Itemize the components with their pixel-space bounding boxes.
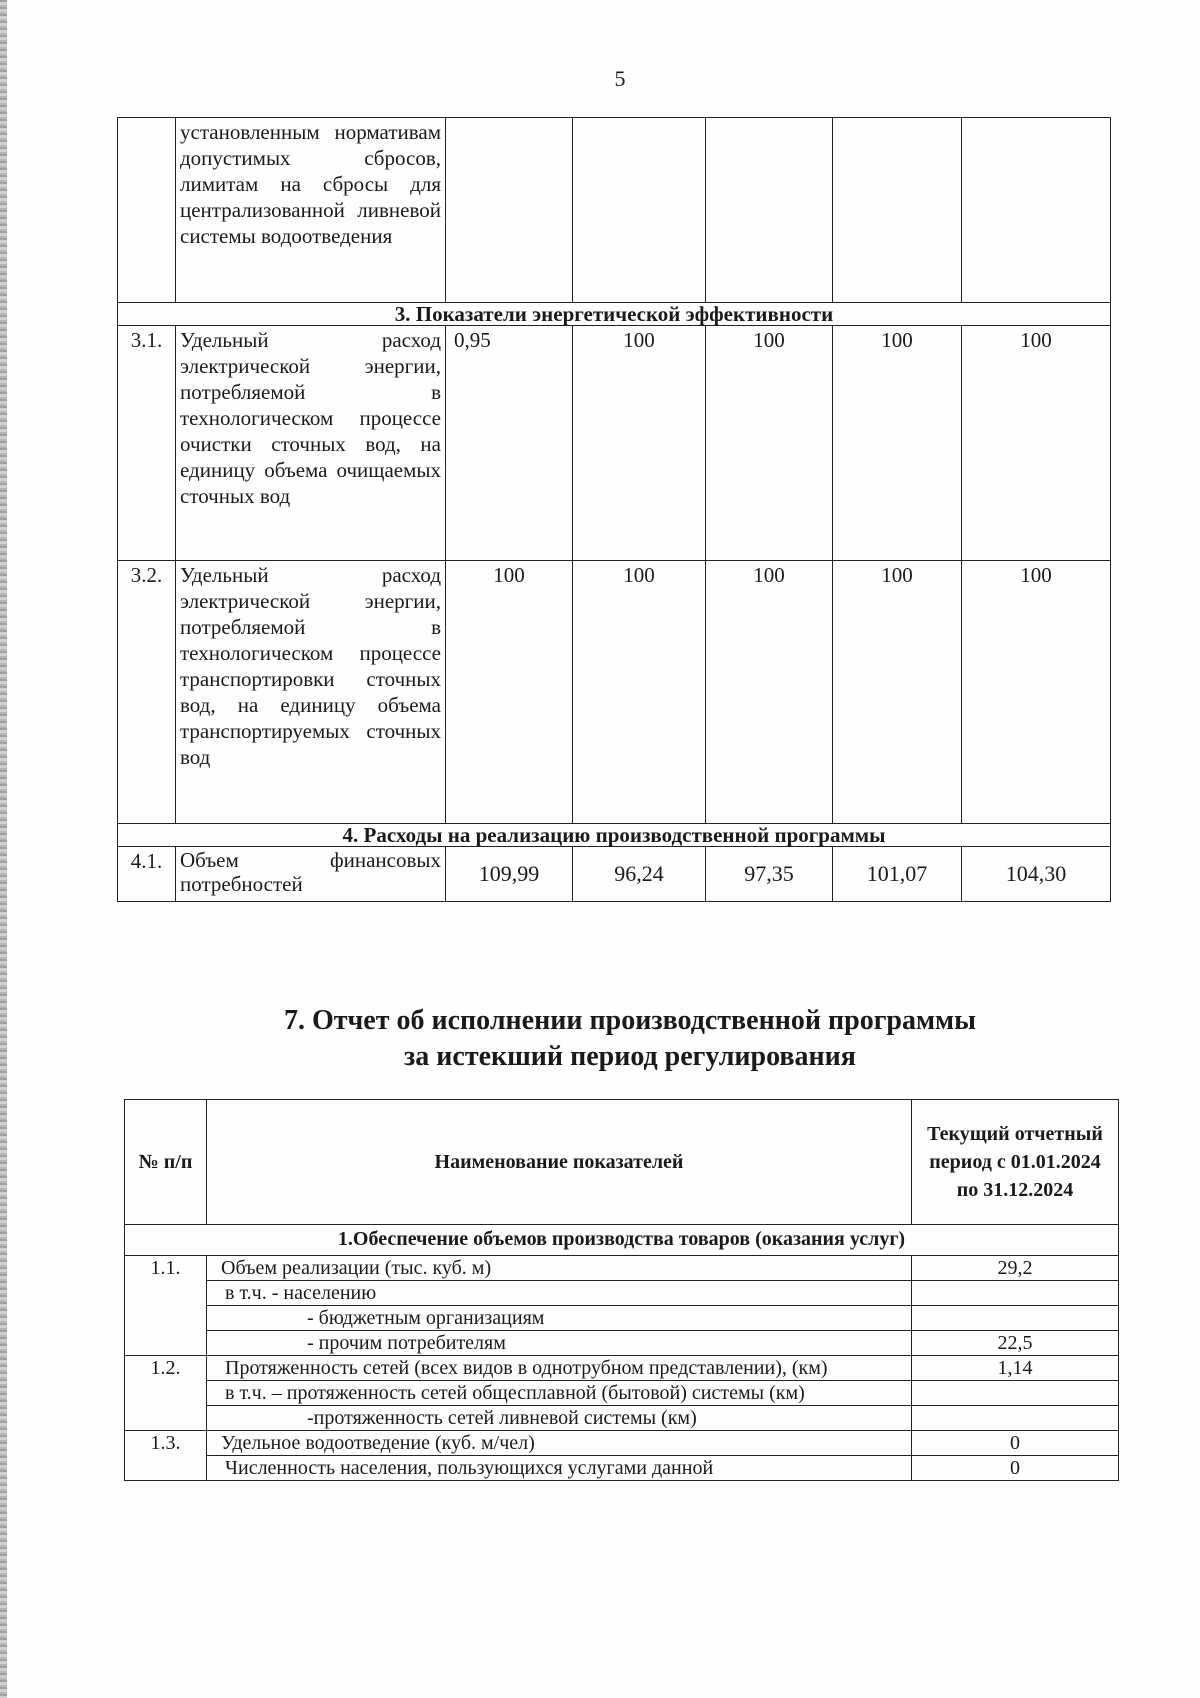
value-cell: 109,99 xyxy=(446,847,573,902)
row-number: 3.1. xyxy=(118,326,176,561)
value-cell: 100 xyxy=(706,561,833,824)
header-num: № п/п xyxy=(125,1100,207,1225)
section-title: 4. Расходы на реализацию производственной программы xyxy=(118,824,1111,847)
indicator-label: в т.ч. - населению xyxy=(207,1281,912,1306)
row-number: 1.2. xyxy=(125,1356,207,1431)
table-row xyxy=(118,561,1111,824)
value-cell: 101,07 xyxy=(833,847,962,902)
section-row xyxy=(118,303,1111,326)
scan-edge xyxy=(0,0,7,1698)
header-name: Наименование показателей xyxy=(207,1100,912,1225)
value-cell: 96,24 xyxy=(573,847,706,902)
indicator-label: Численность населения, пользующихся услугами данной xyxy=(207,1456,912,1481)
value-cell: 29,2 xyxy=(912,1256,1119,1281)
section-title: 3. Показатели энергетической эффективности xyxy=(118,303,1111,326)
value-cell xyxy=(446,118,573,303)
table-row xyxy=(125,1456,1119,1481)
value-cell: 100 xyxy=(833,561,962,824)
indicator-label: - прочим потребителям xyxy=(207,1331,912,1356)
heading-line-2: за истекший период регулирования xyxy=(404,1041,856,1072)
table-row xyxy=(125,1306,1119,1331)
table-row xyxy=(125,1356,1119,1381)
indicator-label: Объем реализации (тыс. куб. м) xyxy=(207,1256,912,1281)
value-cell xyxy=(912,1381,1119,1406)
value-cell: 0 xyxy=(912,1456,1119,1481)
value-cell: 100 xyxy=(962,326,1111,561)
indicator-label: Протяженность сетей (всех видов в однотрубном представлении), (км) xyxy=(207,1356,912,1381)
table-row xyxy=(125,1406,1119,1431)
section-title: 1.Обеспечение объемов производства товаров (оказания услуг) xyxy=(125,1225,1119,1256)
value-cell xyxy=(912,1306,1119,1331)
row-number: 4.1. xyxy=(118,847,176,902)
table-row xyxy=(125,1331,1119,1356)
section-row xyxy=(118,824,1111,847)
header-row xyxy=(125,1100,1119,1225)
table-row xyxy=(125,1381,1119,1406)
value-cell xyxy=(833,118,962,303)
table-row xyxy=(118,326,1111,561)
row-number: 1.3. xyxy=(125,1431,207,1481)
table-row xyxy=(125,1256,1119,1281)
value-cell: 100 xyxy=(573,326,706,561)
section-row xyxy=(125,1225,1119,1256)
heading-line-1: 7. Отчет об исполнении производственной программы xyxy=(283,1005,976,1036)
value-cell xyxy=(706,118,833,303)
value-cell xyxy=(912,1406,1119,1431)
report-table xyxy=(124,1099,1119,1481)
value-cell: 0 xyxy=(912,1431,1119,1456)
header-period: Текущий отчетный период с 01.01.2024 по 31.12.2024 xyxy=(912,1100,1119,1225)
row-number: 3.2. xyxy=(118,561,176,824)
indicator-label: Удельное водоотведение (куб. м/чел) xyxy=(207,1431,912,1456)
indicator-label: в т.ч. – протяженность сетей общесплавной (бытовой) системы (км) xyxy=(207,1381,912,1406)
value-cell: 22,5 xyxy=(912,1331,1119,1356)
value-cell xyxy=(573,118,706,303)
value-cell: 1,14 xyxy=(912,1356,1119,1381)
indicator-name: установленным нормативам допустимых сбросов, лимитам на сбросы для централизованной ливневой системы водоотведения xyxy=(176,118,446,303)
value-cell xyxy=(912,1281,1119,1306)
value-cell: 100 xyxy=(833,326,962,561)
row-number: 1.1. xyxy=(125,1256,207,1356)
indicator-label: -протяженность сетей ливневой системы (км) xyxy=(207,1406,912,1431)
indicator-name: Удельный расход электрической энергии, потребляемой в технологическом процессе транспортировки сточных вод, на единицу объема транспортируемых сточных вод xyxy=(176,561,446,824)
page-number: 5 xyxy=(614,66,626,91)
value-cell: 100 xyxy=(573,561,706,824)
value-cell: 97,35 xyxy=(706,847,833,902)
indicator-name: Объем финансовых потребностей xyxy=(176,847,446,902)
indicator-name: Удельный расход электрической энергии, потребляемой в технологическом процессе очистки сточных вод, на единицу объема очищаемых сточных вод xyxy=(176,326,446,561)
table-row xyxy=(118,847,1111,902)
value-cell: 100 xyxy=(446,561,573,824)
table-row xyxy=(125,1431,1119,1456)
value-cell: 104,30 xyxy=(962,847,1111,902)
value-cell xyxy=(962,118,1111,303)
value-cell: 100 xyxy=(962,561,1111,824)
indicators-table xyxy=(117,117,1111,902)
table-row xyxy=(125,1281,1119,1306)
indicator-label: - бюджетным организациям xyxy=(207,1306,912,1331)
value-cell: 100 xyxy=(706,326,833,561)
row-number xyxy=(118,118,176,303)
report-heading xyxy=(0,1003,1200,1075)
value-cell: 0,95 xyxy=(446,326,573,561)
table-row xyxy=(118,118,1111,303)
